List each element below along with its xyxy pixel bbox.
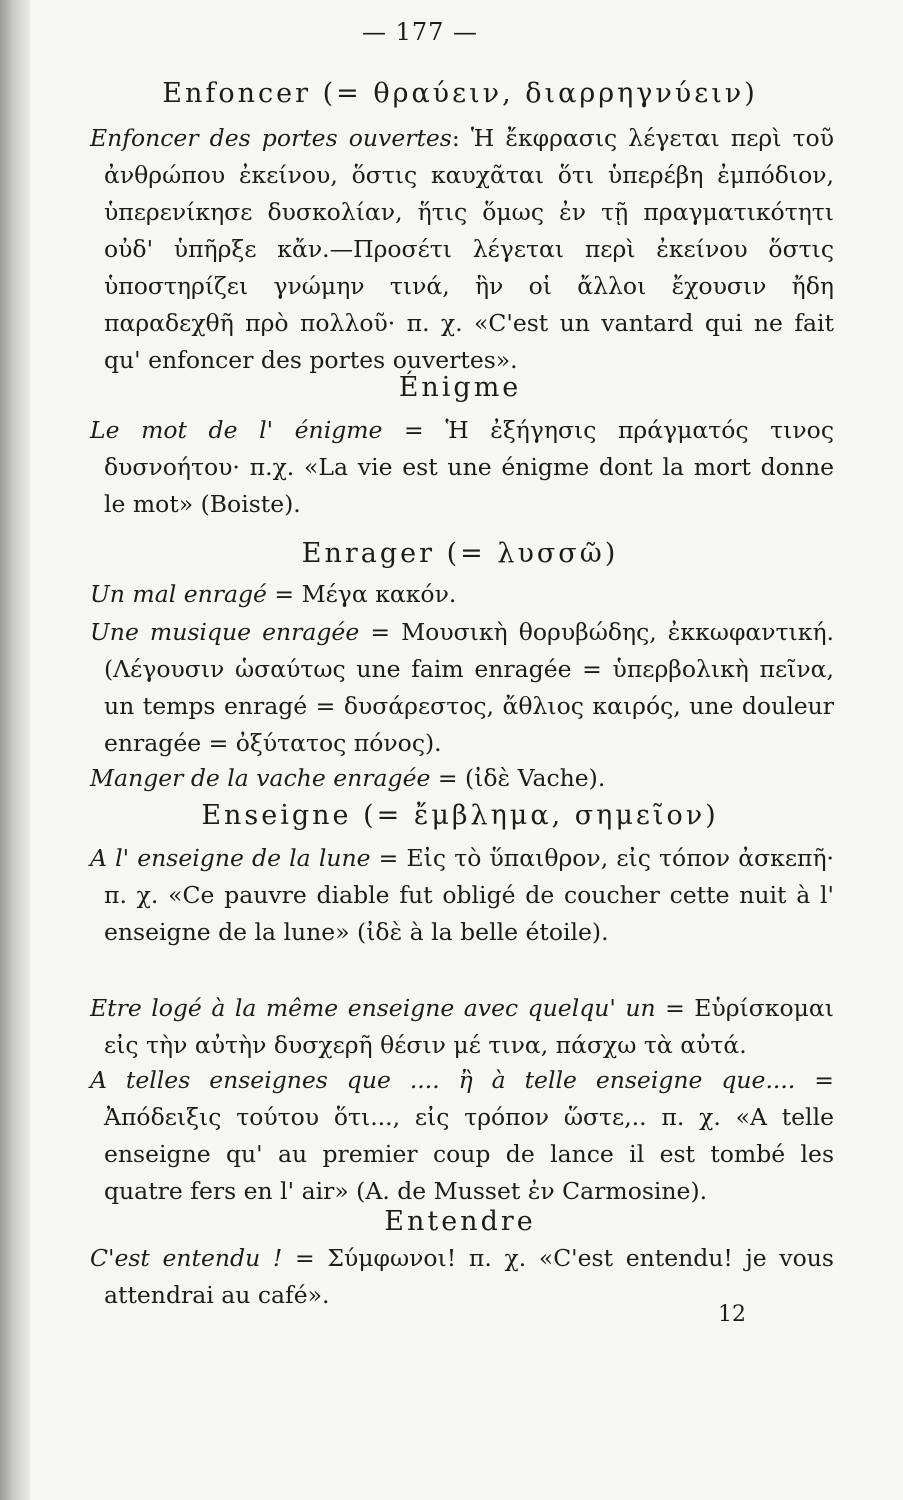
entry-text: = (ἰδὲ Vache). xyxy=(430,764,606,792)
entry-enseigne-lune xyxy=(90,840,834,951)
entry-text: = Ἀπόδειξις τούτου ὅτι..., εἰς τρόπον ὥστε,.. π. χ. «A telle enseigne qu' au premier coup de lance il est tombé les quatre fers en l' air» (A. de Musset ἐν Carmosine). xyxy=(104,1066,834,1205)
entry-telles-enseignes xyxy=(90,1062,834,1210)
section-heading-enseigne: Enseigne (= ἔμβλημα, σημεῖον) xyxy=(201,800,719,831)
section-heading-enigme: Énigme xyxy=(398,372,522,403)
entry-term: Enfoncer des portes ouvertes xyxy=(90,124,452,152)
entry-text: = Σύμφωνοι! π. χ. «C'est entendu! je vous attendrai au café». xyxy=(104,1244,834,1309)
entry-term: Manger de la vache enragée xyxy=(90,764,431,792)
entry-text: = Μουσικὴ θορυβώδης, ἐκκωφαντική. (Λέγουσιν ὡσαύτως une faim enragée = ὑπερβολικὴ πεῖνα, un temps enragé = δυσάρεστος, ἄθλιος καιρός, une douleur enragée = ὀξύτατος πόνος). xyxy=(104,618,835,757)
entry-term: A telles enseignes que .... ἢ à telle enseigne que.... xyxy=(90,1066,796,1094)
entry-text: = Εἰς τὸ ὕπαιθρον, εἰς τόπον ἀσκεπῆ· π. χ. «Ce pauvre diable fut obligé de coucher cette nuit à l' enseigne de la lune» (ἰδὲ à la belle étoile). xyxy=(104,844,835,946)
entry-text: = Εὑρίσκομαι εἰς τὴν αὐτὴν δυσχερῆ θέσιν μέ τινα, πάσχω τὰ αὐτά. xyxy=(104,994,834,1059)
page-number: — 177 — xyxy=(361,18,479,46)
entry-term: C'est entendu ! xyxy=(90,1244,283,1272)
entry-mot-enigme xyxy=(90,412,834,523)
section-heading-enrager: Enrager (= λυσσῶ) xyxy=(301,538,619,569)
entry-mal-enrage xyxy=(90,576,834,613)
entry-term: Etre logé à la même enseigne avec quelqu' un xyxy=(90,994,656,1022)
section-heading-entendre: Entendre xyxy=(384,1206,536,1237)
entry-loge-meme-enseigne xyxy=(90,990,834,1064)
entry-vache-enragee xyxy=(90,760,834,797)
section-heading-enfoncer: Enfoncer (= θραύειν, διαρρηγνύειν) xyxy=(162,78,758,109)
signature-folio: 12 xyxy=(718,1302,746,1327)
entry-term: Un mal enragé xyxy=(90,580,267,608)
book-page xyxy=(40,0,880,1500)
entry-term: Une musique enragée xyxy=(90,618,360,646)
book-gutter-shadow xyxy=(0,0,30,1500)
entry-term: Le mot de l' énigme xyxy=(90,416,383,444)
entry-term: A l' enseigne de la lune xyxy=(90,844,371,872)
entry-text: = Ἡ ἐξήγησις πράγματός τινος δυσνοήτου· π.χ. «La vie est une énigme dont la mort donne le mot» (Boiste). xyxy=(104,416,834,518)
entry-text: = Μέγα κακόν. xyxy=(266,580,457,608)
entry-text: : Ἡ ἔκφρασις λέγεται περὶ τοῦ ἀνθρώπου ἐκείνου, ὅστις καυχᾶται ὅτι ὑπερέβη ἐμπόδιον, ὑπερενίκησε δυσκολίαν, ἥτις ὅμως ἐν τῇ πραγματικότητι οὐδ' ὑπῆρξε κἄν.—Προσέτι λέγεται περὶ ἐκείνου ὅστις ὑποστηρίζει γνώμην τινά, ἣν οἱ ἄλλοι ἔχουσιν ἤδη παραδεχθῆ πρὸ πολλοῦ· π. χ. «C'est un vantard qui ne fait qu' enfoncer des portes ouvertes». xyxy=(104,124,834,374)
entry-enfoncer-portes-ouvertes xyxy=(90,120,834,379)
entry-musique-enragee xyxy=(90,614,834,762)
